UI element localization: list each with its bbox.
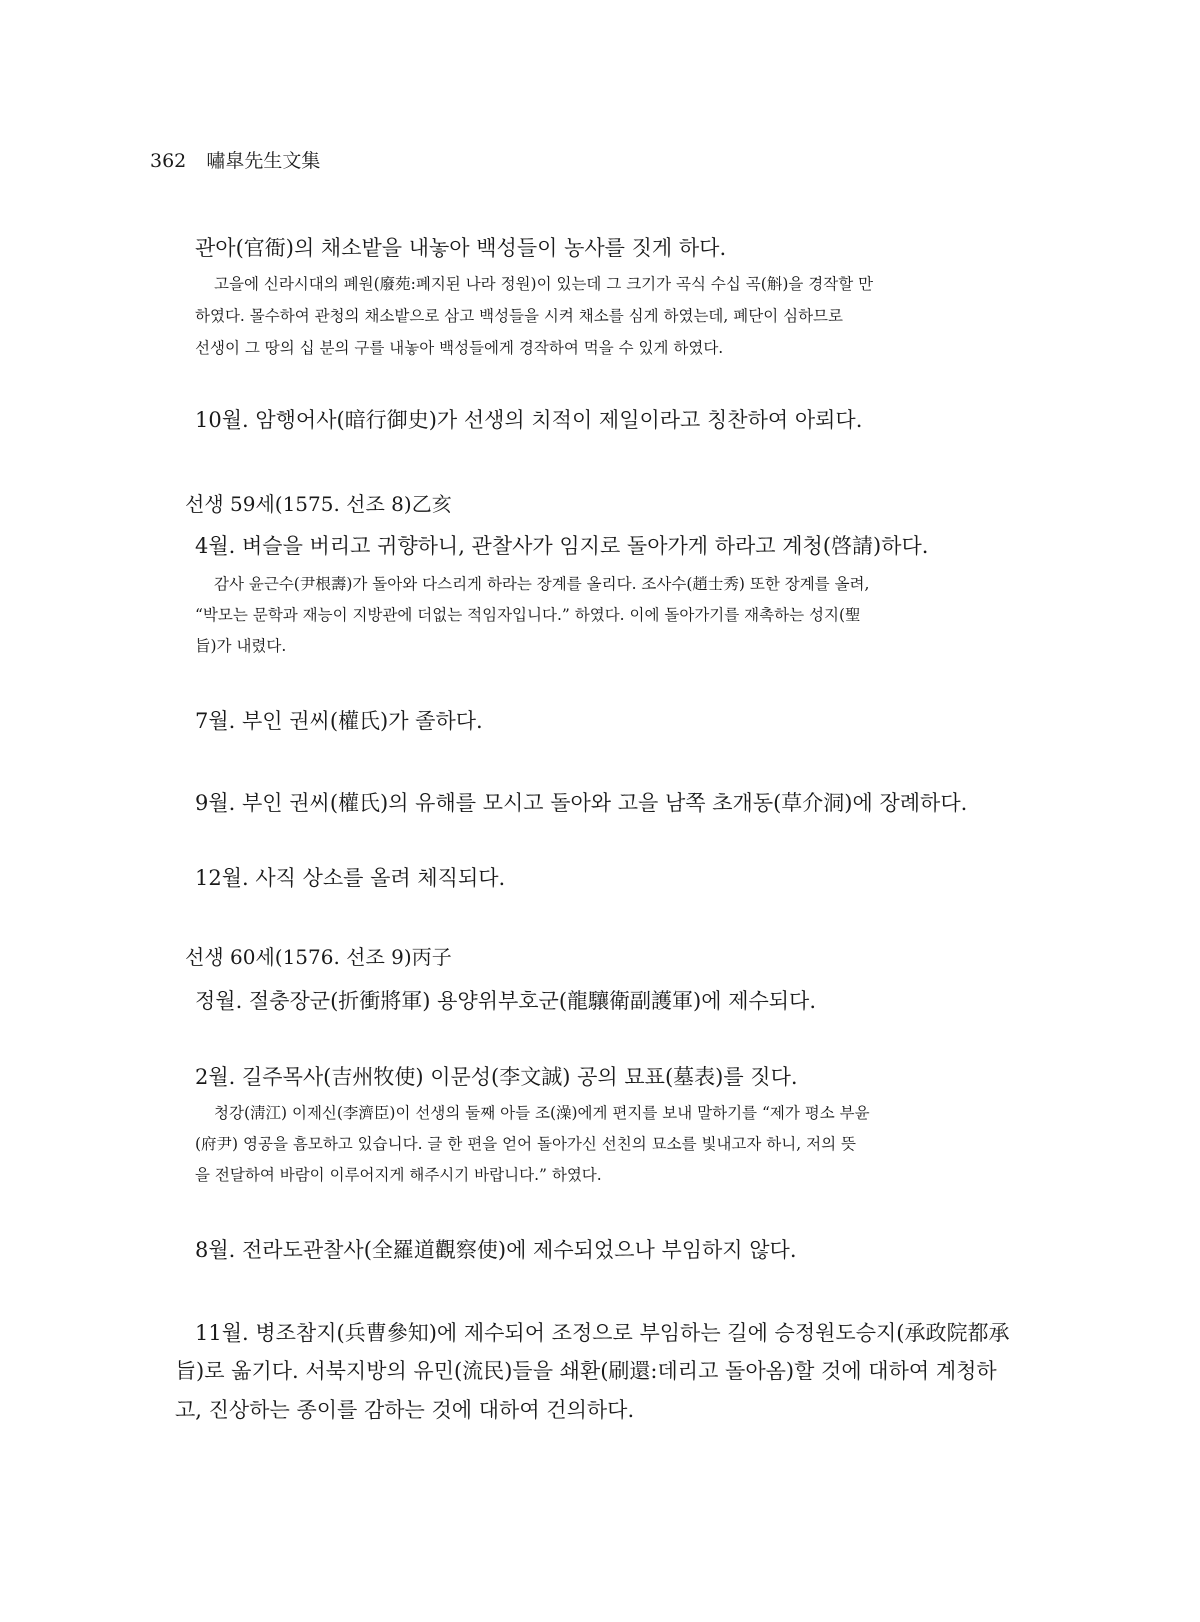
entry-heading: 정월. 절충장군(折衝將軍) 용양위부호군(龍驤衛副護軍)에 제수되다. bbox=[195, 989, 817, 1013]
page-header bbox=[150, 146, 320, 173]
entry-heading: 4월. 벼슬을 버리고 귀향하니, 관찰사가 임지로 돌아가게 하라고 계청(啓請)하다. bbox=[195, 534, 929, 558]
entry-heading: 8월. 전라도관찰사(全羅道觀察使)에 제수되었으나 부임하지 않다. bbox=[195, 1238, 797, 1262]
entry-heading: 12월. 사직 상소를 올려 체직되다. bbox=[195, 866, 506, 890]
entry-body-line: 하였다. 몰수하여 관청의 채소밭으로 삼고 백성들을 시켜 채소를 심게 하였는데, 폐단이 심하므로 bbox=[195, 307, 844, 325]
entry-body-line: 고을에 신라시대의 폐원(廢苑:폐지된 나라 정원)이 있는데 그 크기가 곡식 수십 곡(斛)을 경작할 만 bbox=[214, 275, 874, 293]
entry-heading: 관아(官衙)의 채소밭을 내놓아 백성들이 농사를 짓게 하다. bbox=[195, 236, 727, 260]
entry-body-line: “박모는 문학과 재능이 지방관에 더없는 적임자입니다.” 하였다. 이에 돌아가기를 재촉하는 성지(聖 bbox=[195, 606, 861, 624]
entry-body-line: (府尹) 영공을 흠모하고 있습니다. 글 한 편을 얻어 돌아가신 선친의 묘소를 빛내고자 하니, 저의 뜻 bbox=[195, 1135, 856, 1153]
entry-body-line: 을 전달하여 바람이 이루어지게 해주시기 바랍니다.” 하였다. bbox=[195, 1166, 602, 1184]
section-heading: 선생 60세(1576. 선조 9)丙子 bbox=[185, 945, 452, 969]
entry-body-line: 감사 윤근수(尹根壽)가 돌아와 다스리게 하라는 장계를 올리다. 조사수(趙士秀) 또한 장계를 올려, bbox=[214, 575, 870, 593]
section-heading: 선생 59세(1575. 선조 8)乙亥 bbox=[185, 492, 452, 516]
entry-body-line: 고, 진상하는 종이를 감하는 것에 대하여 건의하다. bbox=[175, 1398, 635, 1422]
entry-body-line: 11월. 병조참지(兵曹參知)에 제수되어 조정으로 부임하는 길에 승정원도승지(承政院都承 bbox=[195, 1321, 1010, 1345]
entry-heading: 2월. 길주목사(吉州牧使) 이문성(李文誠) 공의 묘표(墓表)를 짓다. bbox=[195, 1065, 798, 1089]
book-title: 嘯皐先生文集 bbox=[206, 150, 321, 172]
entry-body-line: 선생이 그 땅의 십 분의 구를 내놓아 백성들에게 경작하여 먹을 수 있게 하였다. bbox=[195, 339, 724, 357]
entry-body-line: 旨)로 옮기다. 서북지방의 유민(流民)들을 쇄환(刷還:데리고 돌아옴)할 것에 대하여 계청하 bbox=[175, 1359, 997, 1383]
entry-heading: 9월. 부인 권씨(權氏)의 유해를 모시고 돌아와 고을 남쪽 초개동(草介洞)에 장례하다. bbox=[195, 791, 968, 815]
entry-body-line: 청강(淸江) 이제신(李濟臣)이 선생의 둘째 아들 조(澡)에게 편지를 보내 말하기를 “제가 평소 부윤 bbox=[214, 1104, 870, 1122]
page-number: 362 bbox=[150, 150, 187, 172]
entry-heading: 10월. 암행어사(暗行御史)가 선생의 치적이 제일이라고 칭찬하여 아뢰다. bbox=[195, 408, 863, 432]
entry-body-line: 旨)가 내렸다. bbox=[195, 637, 287, 655]
entry-heading: 7월. 부인 권씨(權氏)가 졸하다. bbox=[195, 709, 483, 733]
